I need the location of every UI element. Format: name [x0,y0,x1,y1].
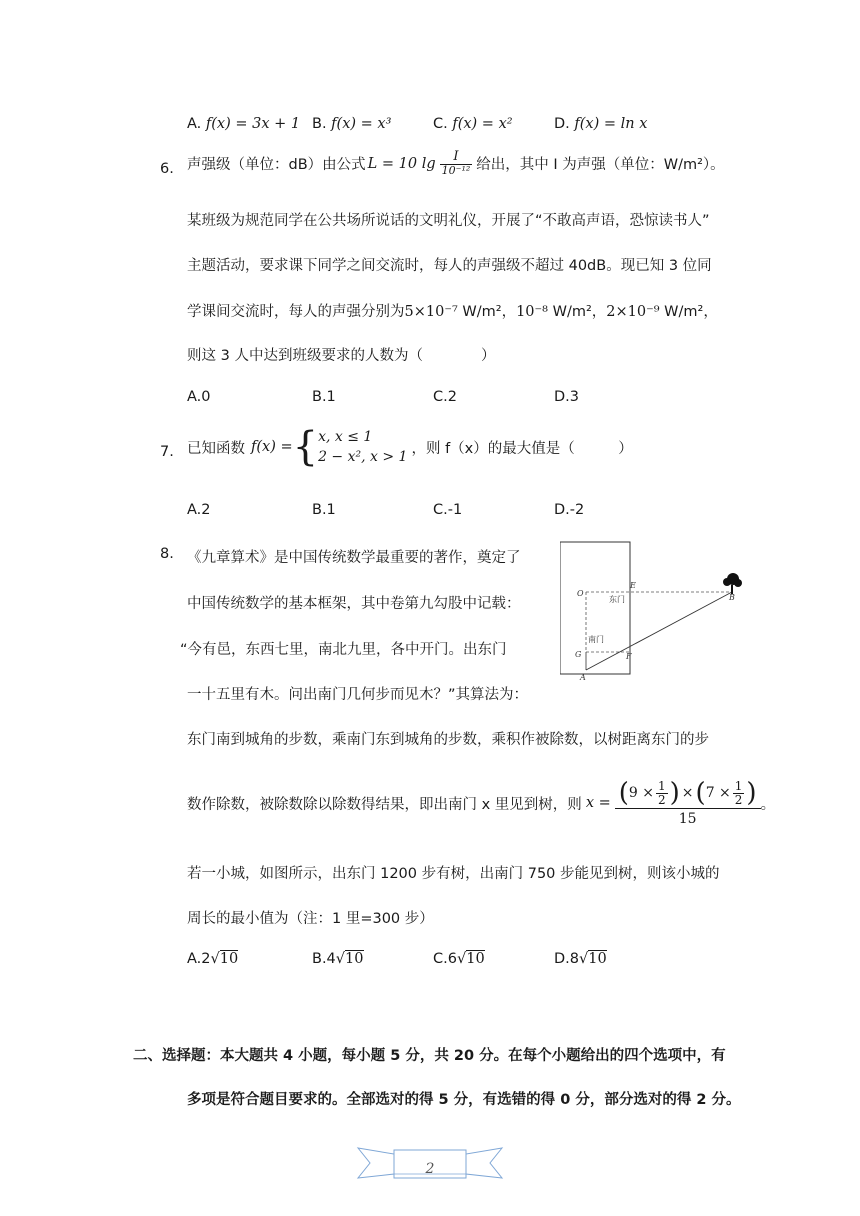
q8-line8: 周长的最小值为（注：1 里=300 步） [187,911,434,927]
q7-number: 7. [160,444,174,460]
q6-line1: 声强级（单位：dB）由公式 L = 10 lg $\frac{I}{\text{10⁻¹²}}$ 给出，其中 I 为声强（单位：W/m²）。 [187,149,725,178]
q7-option-a: A.2 [187,502,211,518]
page-number: 2 [425,1161,435,1177]
q8-formula: ( 9 × $\frac{1}{2}$ ) × ( 7 × $\frac{1}{2}$ ) 15 [615,779,761,827]
q6-option-c: C.2 [433,389,457,405]
q8-option-c: C.6√10 [433,951,485,967]
case-1: x, x ≤ 1 [318,429,373,445]
label-f: F [626,652,632,661]
q7-line: 已知函数 f(x) = { x, x ≤ 1 2 − x², x > 1 ，则 f（x）的最大值是（ ） [187,424,633,471]
sight-line [586,592,732,670]
q8-line1: 《九章算术》是中国传统数学最重要的著作，奠定了 [187,550,521,566]
q6-line2: 某班级为规范同学在公共场所说话的文明礼仪，开展了“不敢高声语，恐惊读书人” [187,213,710,229]
tree-icon [723,573,742,594]
q5-option-b: B. f(x) = x³ [312,116,392,132]
label-east-gate: 东门 [609,595,625,604]
q6-line3: 主题活动，要求课下同学之间交流时，每人的声强级不超过 40dB。现已知 3 位同 [187,258,712,274]
label-b: B [729,593,735,602]
q8-line6: 数作除数，被除数除以除数得结果，即出南门 x 里见到树，则 x = ( 9 × $\frac{1}{2}$ ) × ( 7 × $\frac{1}{2}$ ) 15 。 [187,778,776,827]
section2-line1: 二、选择题：本大题共 4 小题，每小题 5 分，共 20 分。在每个小题给出的四个选项中，有 [133,1048,726,1064]
q8-line7: 若一小城，如图所示，出东门 1200 步有树，出南门 750 步能见到树，则该小城的 [187,866,720,882]
q8-option-a: A.2√10 [187,951,239,967]
q7-option-c: C.-1 [433,502,463,518]
city-wall [560,542,630,674]
q8-option-d: D.8√10 [554,951,607,967]
label-o: O [577,589,584,598]
q5-option-a: A. f(x) = 3x + 1 [187,116,301,132]
q8-option-b: B.4√10 [312,951,364,967]
q7-option-b: B.1 [312,502,336,518]
page-number-ribbon [356,1144,504,1182]
piecewise-brace: { [292,424,319,471]
q6-option-b: B.1 [312,389,336,405]
section2-line2: 多项是符合题目要求的。全部选对的得 5 分，有选错的得 0 分，部分选对的得 2 分。 [187,1092,741,1108]
label-g: G [575,650,582,659]
q7-option-d: D.-2 [554,502,585,518]
q5-option-d: D. f(x) = ln x [554,116,648,132]
q5-option-c: C. f(x) = x² [433,116,513,132]
city-tree-diagram [560,538,750,683]
label-a: A [580,673,586,682]
q8-line3: “今有邑，东西七里，南北九里，各中开门。出东门 [180,642,507,658]
q6-option-a: A.0 [187,389,211,405]
q8-number: 8. [160,546,174,562]
label-e: E [630,581,636,590]
q6-number: 6. [160,161,174,177]
q8-line5: 东门南到城角的步数，乘南门东到城角的步数，乘积作被除数，以树距离东门的步 [187,732,709,748]
q6-line5: 则这 3 人中达到班级要求的人数为（ ） [187,348,496,364]
q6-option-d: D.3 [554,389,579,405]
label-south-gate: 南门 [588,635,604,644]
case-2: 2 − x², x > 1 [318,449,408,466]
q8-line4: 一十五里有木。问出南门几何步而见木？”其算法为： [187,687,529,703]
q8-line2: 中国传统数学的基本框架，其中卷第九勾股中记载： [187,596,521,612]
q6-line4: 学课间交流时，每人的声强分别为5×10⁻⁷ W/m²，10⁻⁸ W/m²，2×10⁻⁹ W/m²， [187,304,718,320]
